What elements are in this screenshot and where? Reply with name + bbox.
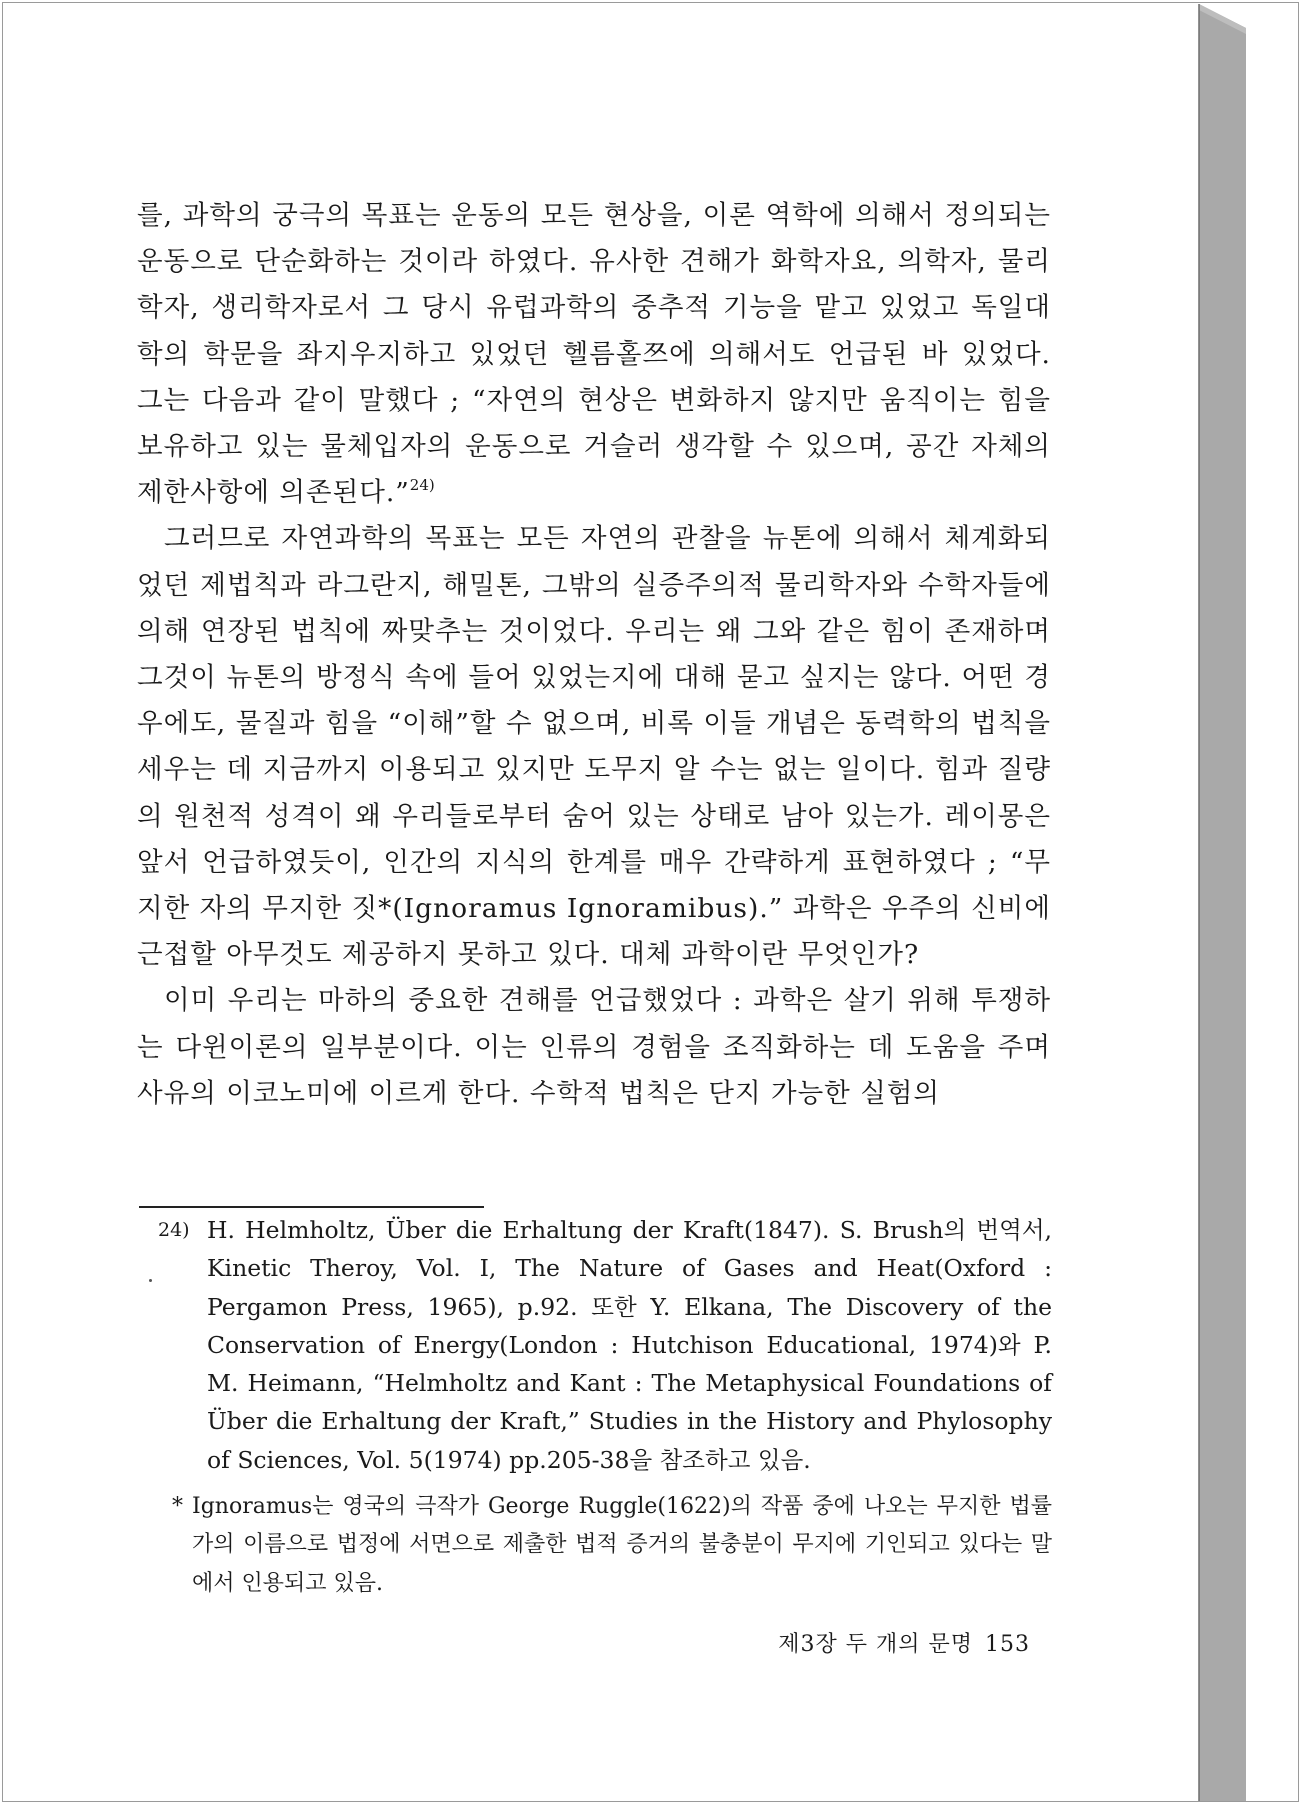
footnote-star [140, 1488, 1052, 1603]
footnote-ref-star: * [378, 893, 393, 925]
footnote-24-text: H. Helmholtz, Über die Erhaltung der Kraft(1847). S. Brush의 번역서, Kinetic Theroy, Vol. I, The Nature of Gases and Heat(Oxford : Pergamon Press, 1965), p.92. 또한 Y. Elkana, The Discovery of the Conservation of Energy(London : Hutchison Educational, 1974)와 P. M. Heimann, “Helmholtz and Kant : The Metaphysical Foundations of Über die Erhaltung der Kraft,” Studies in the History and Phylosophy of Sciences, Vol. 5(1974) pp.205-38을 참조하고 있음. [207, 1216, 1052, 1474]
paragraph-1 [137, 193, 1051, 516]
paragraph-2-tail: (Ignoramus Ignoramibus).” 과학은 우주의 신비에 근접할 아무것도 제공하지 못하고 있다. 대체 과학이란 무엇인가? [137, 893, 1051, 971]
footnote-star-text: Ignoramus는 영국의 극작가 George Ruggle(1622)의 작품 중에 나오는 무지한 법률가의 이름으로 법정에 서면으로 제출한 법적 증거의 불충분이 무지에 기인되고 있다는 말에서 인용되고 있음. [192, 1494, 1052, 1596]
footnote-ref-24: 24) [409, 476, 435, 495]
running-footer [760, 1627, 1030, 1658]
paragraph-1-text: 를, 과학의 궁극의 목표는 운동의 모든 현상을, 이론 역학에 의해서 정의되는 운동으로 단순화하는 것이라 하였다. 유사한 견해가 화학자요, 의학자, 물리학자, 생리학자로서 그 당시 유럽과학의 중추적 기능을 맡고 있었고 독일대학의 학문을 좌지우지하고 있었던 헬름홀쯔에 의해서도 언급된 바 있었다. 그는 다음과 같이 말했다 ; “자연의 현상은 변화하지 않지만 움직이는 힘을 보유하고 있는 물체입자의 운동으로 거슬러 생각할 수 있으며, 공간 자체의 제한사항에 의존된다.” [137, 200, 1051, 509]
paragraph-2 [137, 516, 1051, 978]
paragraph-3-text: 이미 우리는 마하의 중요한 견해를 언급했었다 : 과학은 살기 위해 투쟁하는 다윈이론의 일부분이다. 이는 인류의 경험을 조직화하는 데 도움을 주며 사유의 이코노미에 이르게 한다. 수학적 법칙은 단지 가능한 실험의 [137, 985, 1051, 1109]
footnote-divider [139, 1206, 484, 1208]
paragraph-2-text: 그러므로 자연과학의 목표는 모든 자연의 관찰을 뉴톤에 의해서 체계화되었던 제법칙과 라그란지, 해밀톤, 그밖의 실증주의적 물리학자와 수학자들에 의해 연장된 법칙에 짜맞추는 것이었다. 우리는 왜 그와 같은 힘이 존재하며 그것이 뉴톤의 방정식 속에 들어 있었는지에 대해 묻고 싶지는 않다. 어떤 경우에도, 물질과 힘을 “이해”할 수 없으며, 비록 이들 개념은 동력학의 법칙을 세우는 데 지금까지 이용되고 있지만 도무지 알 수는 없는 일이다. 힘과 질량의 원천적 성격이 왜 우리들로부터 숨어 있는 상태로 남아 있는가. 레이몽은 앞서 언급하였듯이, 인간의 지식의 한계를 매우 간략하게 표현하였다 ; “무지한 자의 무지한 짓 [137, 523, 1051, 925]
footnote-star-mark: * [172, 1494, 183, 1520]
main-text [137, 193, 1051, 1117]
chapter-title: 제3장 두 개의 문명 [778, 1632, 973, 1657]
paragraph-3 [137, 978, 1051, 1117]
page-number: 153 [985, 1632, 1030, 1657]
footnote-number: 24) [158, 1219, 190, 1241]
footnote-24 [140, 1211, 1052, 1479]
footnotes [140, 1211, 1052, 1625]
